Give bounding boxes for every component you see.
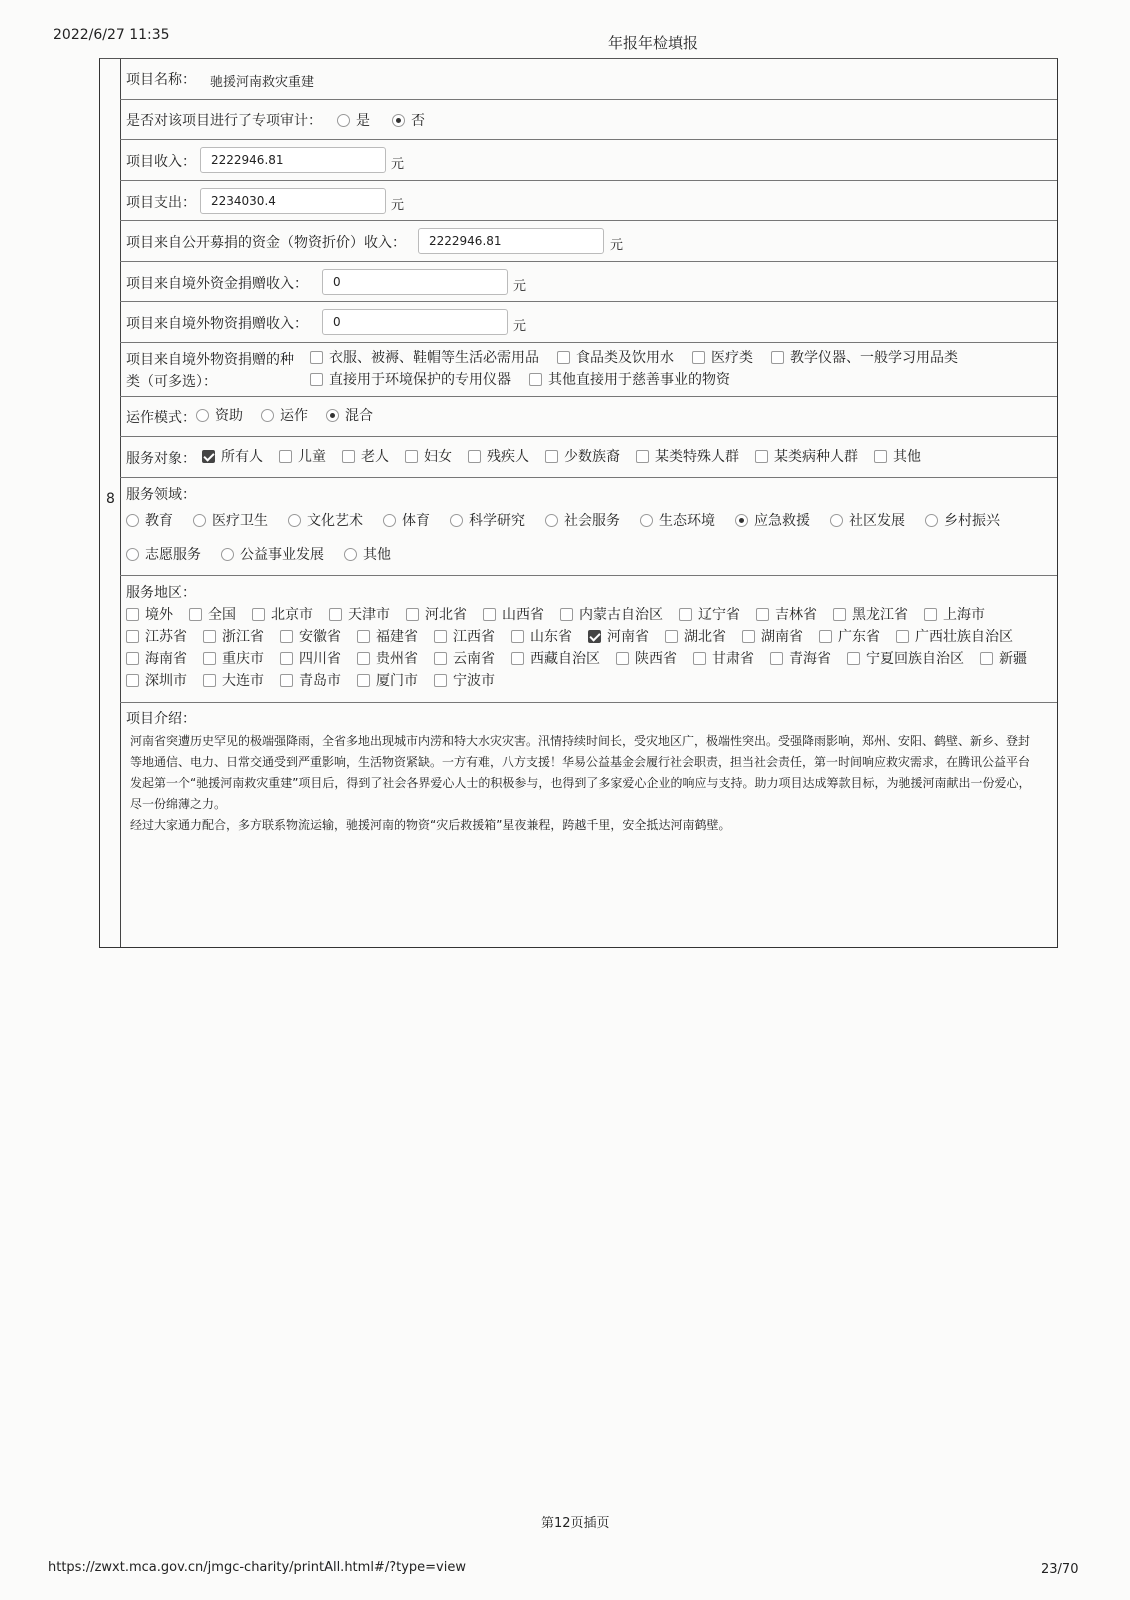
audit-option-yes[interactable]: 是 [337,110,370,130]
mode-option[interactable]: 混合 [326,405,373,427]
checkbox-icon [189,608,202,621]
checkbox-icon [342,450,355,463]
expense-unit: 元 [391,198,405,213]
checkbox-icon [280,630,293,643]
goods-type-option[interactable]: 食品类及饮用水 [557,347,674,369]
checkbox-icon [434,674,447,687]
radio-icon [196,409,209,422]
radio-icon [288,514,301,527]
field-option[interactable]: 教育 [126,510,173,532]
checkbox-icon [771,351,784,364]
target-option[interactable]: 所有人 [202,446,263,468]
region-option[interactable]: 北京市 [252,604,313,626]
checkbox-icon [279,450,292,463]
public-fund-label: 项目来自公开募捐的资金（物资折价）收入： [126,235,406,251]
checkbox-icon [833,608,846,621]
goods-type-option[interactable]: 教学仪器、一般学习用品类 [771,347,958,369]
mode-label: 运作模式： [126,410,196,426]
field-options [126,510,1056,566]
radio-icon [126,514,139,527]
field-option[interactable]: 公益事业发展 [221,544,324,566]
row-number: 8 [106,491,115,507]
income-field[interactable]: 2222946.81 [200,147,386,173]
foreign-fund-row [120,262,1057,302]
mode-option[interactable]: 资助 [196,405,243,427]
expense-row [120,181,1057,221]
region-option[interactable]: 河北省 [406,604,467,626]
region-option[interactable]: 山东省 [511,626,572,648]
target-label: 服务对象： [126,451,196,467]
region-option[interactable]: 山西省 [483,604,544,626]
goods-type-row [120,343,1057,397]
region-option[interactable]: 江苏省 [126,626,187,648]
expense-field[interactable]: 2234030.4 [200,188,386,214]
goods-type-option[interactable]: 衣服、被褥、鞋帽等生活必需用品 [310,347,539,369]
region-option[interactable]: 河南省 [588,626,649,648]
region-option[interactable]: 青海省 [770,648,831,670]
region-option[interactable]: 境外 [126,604,173,626]
checkbox-icon [616,652,629,665]
region-option[interactable]: 浙江省 [203,626,264,648]
region-option[interactable]: 四川省 [280,648,341,670]
region-option[interactable]: 陕西省 [616,648,677,670]
region-option[interactable]: 福建省 [357,626,418,648]
region-option[interactable]: 吉林省 [756,604,817,626]
audit-row [120,100,1057,140]
foreign-fund-label: 项目来自境外资金捐赠收入： [126,276,308,292]
region-option[interactable]: 深圳市 [126,670,187,692]
region-option[interactable]: 安徽省 [280,626,341,648]
checkbox-icon [819,630,832,643]
field-option[interactable]: 文化艺术 [288,510,363,532]
checkbox-icon [545,450,558,463]
goods-type-label: 项目来自境外物资捐赠的种 类（可多选）： [126,352,294,390]
checkbox-checked-icon [202,450,215,463]
foreign-goods-field[interactable]: 0 [322,309,508,335]
mode-options [196,405,391,427]
field-option[interactable]: 医疗卫生 [193,510,268,532]
field-row [120,478,1057,576]
checkbox-icon [980,652,993,665]
mode-option[interactable]: 运作 [261,405,308,427]
region-option[interactable]: 全国 [189,604,236,626]
field-option[interactable]: 社会服务 [545,510,620,532]
public-fund-row [120,221,1057,262]
checkbox-icon [126,674,139,687]
intro-row [120,703,1057,949]
field-option[interactable]: 志愿服务 [126,544,201,566]
checkbox-icon [557,351,570,364]
intro-paragraph: 河南省突遭历史罕见的极端强降雨，全省多地出现城市内涝和特大水灾灾害。汛情持续时间长，受灾地区广，极端性突出。受强降雨影响，郑州、安阳、鹤壁、新乡、登封等地通信、电力、日常交通受到严重影响，生活物资紧缺。一方有难，八方支援！华易公益基金会履行社会职责，担当社会责任，第一时间响应救灾需求，在腾讯公益平台发起第一个“驰援河南救灾重建”项目后，得到了社会各界爱心人士的积极参与，也得到了多家爱心企业的响应与支持。助力项目达成筹款目标，为驰援河南献出一份爱心，尽一份绵薄之力。 [130,734,1031,811]
public-fund-field[interactable]: 2222946.81 [418,228,604,254]
project-name-label: 项目名称： [126,72,196,88]
field-option[interactable]: 社区发展 [830,510,905,532]
target-option[interactable]: 少数族裔 [545,446,620,468]
radio-checked-icon [735,514,748,527]
intro-text [130,731,1037,836]
foreign-goods-row [120,302,1057,343]
income-label: 项目收入： [126,154,196,170]
radio-icon [450,514,463,527]
project-form [99,58,1058,948]
region-option[interactable]: 江西省 [434,626,495,648]
region-option[interactable]: 黑龙江省 [833,604,908,626]
region-option[interactable]: 云南省 [434,648,495,670]
region-option[interactable]: 海南省 [126,648,187,670]
income-unit: 元 [391,157,405,172]
target-row [120,437,1057,478]
checkbox-icon [529,373,542,386]
checkbox-icon [755,450,768,463]
checkbox-icon [405,450,418,463]
target-option[interactable]: 儿童 [279,446,326,468]
region-option[interactable]: 新疆 [980,648,1027,670]
goods-type-option[interactable]: 其他直接用于慈善事业的物资 [529,369,730,391]
checkbox-icon [252,608,265,621]
checkbox-icon [357,652,370,665]
target-option[interactable]: 某类特殊人群 [636,446,739,468]
radio-icon [545,514,558,527]
region-option[interactable]: 内蒙古自治区 [560,604,663,626]
checkbox-icon [665,630,678,643]
checkbox-icon [560,608,573,621]
intro-paragraph: 经过大家通力配合，多方联系物流运输，驰援河南的物资“灾后救援箱”星夜兼程，跨越千里，安全抵达河南鹤壁。 [130,818,731,832]
field-option[interactable]: 乡村振兴 [925,510,1000,532]
checkbox-icon [511,630,524,643]
radio-selected-icon [326,409,339,422]
target-option[interactable]: 其他 [874,446,921,468]
goods-type-options [310,347,1050,391]
region-option[interactable]: 辽宁省 [679,604,740,626]
checkbox-icon [483,608,496,621]
region-option[interactable]: 贵州省 [357,648,418,670]
page-note: 第12页插页 [541,1516,610,1531]
row-number-column [100,59,121,947]
region-option[interactable]: 西藏自治区 [511,648,600,670]
field-option[interactable]: 应急救援 [735,510,810,532]
checkbox-icon [203,674,216,687]
mode-row [120,397,1057,437]
checkbox-icon [406,608,419,621]
checkbox-icon [896,630,909,643]
checkbox-icon [874,450,887,463]
checkbox-icon [126,630,139,643]
checkbox-icon [636,450,649,463]
page-title: 年报年检填报 [608,34,699,52]
project-name-value: 驰援河南救灾重建 [210,75,315,90]
region-options [126,604,1056,692]
field-option[interactable]: 生态环境 [640,510,715,532]
region-option[interactable]: 广西壮族自治区 [896,626,1013,648]
field-option[interactable]: 其他 [344,544,391,566]
intro-label: 项目介绍： [126,711,196,727]
foreign-goods-unit: 元 [513,319,527,334]
checkbox-icon [357,630,370,643]
radio-icon [337,114,350,127]
foreign-goods-label: 项目来自境外物资捐赠收入： [126,316,308,332]
region-option[interactable]: 上海市 [924,604,985,626]
target-option[interactable]: 老人 [342,446,389,468]
radio-icon [126,548,139,561]
radio-icon [383,514,396,527]
goods-type-option[interactable]: 医疗类 [692,347,753,369]
radio-icon [221,548,234,561]
region-option[interactable]: 宁波市 [434,670,495,692]
checkbox-icon [203,652,216,665]
checkbox-icon [310,351,323,364]
page-count: 23/70 [1041,1562,1079,1577]
checkbox-icon [126,608,139,621]
public-fund-unit: 元 [610,238,624,253]
region-option[interactable]: 湖南省 [742,626,803,648]
foreign-fund-unit: 元 [513,279,527,294]
region-option[interactable]: 大连市 [203,670,264,692]
checkbox-icon [692,351,705,364]
field-option[interactable]: 科学研究 [450,510,525,532]
radio-icon [193,514,206,527]
field-label: 服务领域： [126,487,196,503]
checkbox-checked-icon [588,630,601,643]
region-option[interactable]: 厦门市 [357,670,418,692]
checkbox-icon [310,373,323,386]
target-options [202,446,937,468]
checkbox-icon [280,652,293,665]
checkbox-icon [756,608,769,621]
checkbox-icon [511,652,524,665]
target-option[interactable]: 妇女 [405,446,452,468]
checkbox-icon [847,652,860,665]
checkbox-icon [693,652,706,665]
region-label: 服务地区： [126,585,196,601]
foreign-fund-field[interactable]: 0 [322,269,508,295]
audit-option-no[interactable]: 否 [392,110,425,130]
region-row [120,576,1057,703]
radio-icon [830,514,843,527]
region-option[interactable]: 青岛市 [280,670,341,692]
region-option[interactable]: 广东省 [819,626,880,648]
project-name-row [120,59,1057,100]
field-option[interactable]: 体育 [383,510,430,532]
radio-icon [344,548,357,561]
region-option[interactable]: 宁夏回族自治区 [847,648,964,670]
checkbox-icon [280,674,293,687]
checkbox-icon [679,608,692,621]
radio-selected-icon [392,114,405,127]
checkbox-icon [357,674,370,687]
page-url: https://zwxt.mca.gov.cn/jmgc-charity/printAll.html#/?type=view [48,1560,466,1575]
region-option[interactable]: 甘肃省 [693,648,754,670]
checkbox-icon [434,652,447,665]
radio-icon [261,409,274,422]
target-option[interactable]: 某类病种人群 [755,446,858,468]
target-option[interactable]: 残疾人 [468,446,529,468]
checkbox-icon [126,652,139,665]
checkbox-icon [434,630,447,643]
checkbox-icon [203,630,216,643]
checkbox-icon [742,630,755,643]
checkbox-icon [468,450,481,463]
radio-icon [925,514,938,527]
expense-label: 项目支出： [126,195,196,211]
radio-icon [640,514,653,527]
region-option[interactable]: 天津市 [329,604,390,626]
checkbox-icon [770,652,783,665]
region-option[interactable]: 湖北省 [665,626,726,648]
print-timestamp: 2022/6/27 11:35 [53,27,170,43]
goods-type-option[interactable]: 直接用于环境保护的专用仪器 [310,369,511,391]
region-option[interactable]: 重庆市 [203,648,264,670]
checkbox-icon [924,608,937,621]
income-row [120,140,1057,181]
checkbox-icon [329,608,342,621]
audit-label: 是否对该项目进行了专项审计： [126,113,322,129]
